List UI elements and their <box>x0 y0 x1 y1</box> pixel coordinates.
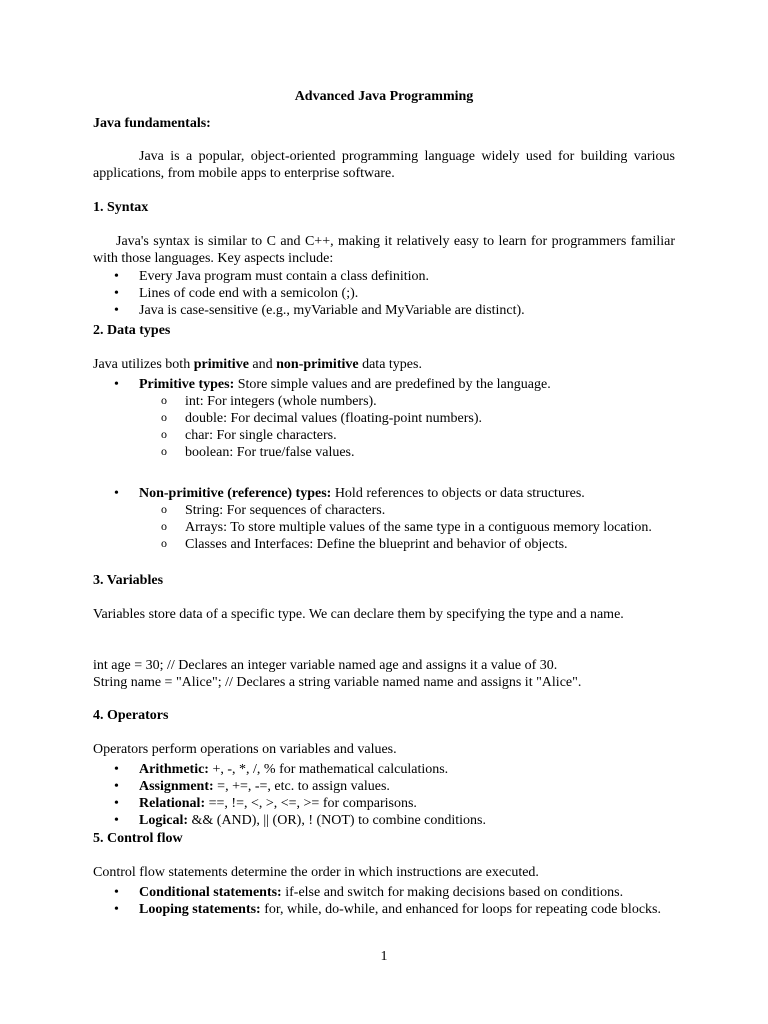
sub-list-item: o double: For decimal values (floating-point numbers). <box>93 410 675 427</box>
variables-heading: 3. Variables <box>93 573 164 588</box>
datatypes-heading: 2. Data types <box>93 323 171 338</box>
page-number: 1 <box>380 949 388 964</box>
list-item: • Arithmetic: +, -, *, /, % for mathematical calculations. <box>93 761 675 778</box>
list-item-primitive: • Primitive types: Store simple values and are predefined by the language. <box>93 376 675 393</box>
sub-list-item: o Classes and Interfaces: Define the blueprint and behavior of objects. <box>93 536 675 553</box>
document-title: Advanced Java Programming <box>294 89 474 104</box>
fundamentals-heading: Java fundamentals: <box>93 116 211 131</box>
operators-list <box>93 761 675 829</box>
list-item-nonprimitive: • Non-primitive (reference) types: Hold references to objects or data structures. <box>93 485 675 502</box>
list-item: • Looping statements: for, while, do-while, and enhanced for loops for repeating code blocks. <box>93 901 675 918</box>
code-line: String name = "Alice"; // Declares a string variable named name and assigns it "Alice". <box>93 675 582 690</box>
datatypes-intro: Java utilizes both primitive and non-primitive data types. <box>93 357 422 372</box>
syntax-paragraph: Java's syntax is similar to C and C++, making it relatively easy to learn for programmers familiar with those languages. Key aspects include: <box>93 234 675 266</box>
fundamentals-paragraph: Java is a popular, object-oriented programming language widely used for building various applications, from mobile apps to enterprise software. <box>93 149 675 181</box>
sub-list-item: o String: For sequences of characters. <box>93 502 675 519</box>
sub-list-item: o char: For single characters. <box>93 427 675 444</box>
primitive-list <box>93 376 675 461</box>
list-item: • Java is case-sensitive (e.g., myVariable and MyVariable are distinct). <box>93 302 675 319</box>
sub-list-item: o boolean: For true/false values. <box>93 444 675 461</box>
list-item: • Assignment: =, +=, -=, etc. to assign values. <box>93 778 675 795</box>
sub-list-item: o Arrays: To store multiple values of the same type in a contiguous memory location. <box>93 519 675 536</box>
syntax-heading: 1. Syntax <box>93 200 149 215</box>
list-item: • Every Java program must contain a class definition. <box>93 268 675 285</box>
control-list <box>93 884 675 918</box>
operators-paragraph: Operators perform operations on variables and values. <box>93 742 397 757</box>
variables-paragraph: Variables store data of a specific type. We can declare them by specifying the type and a name. <box>93 607 624 622</box>
control-paragraph: Control flow statements determine the order in which instructions are executed. <box>93 865 539 880</box>
list-item: • Relational: ==, !=, <, >, <=, >= for comparisons. <box>93 795 675 812</box>
syntax-list <box>93 268 675 319</box>
nonprimitive-list <box>93 485 675 553</box>
control-heading: 5. Control flow <box>93 831 183 846</box>
list-item: • Logical: && (AND), || (OR), ! (NOT) to combine conditions. <box>93 812 675 829</box>
list-item: • Conditional statements: if-else and switch for making decisions based on conditions. <box>93 884 675 901</box>
sub-list-item: o int: For integers (whole numbers). <box>93 393 675 410</box>
operators-heading: 4. Operators <box>93 708 169 723</box>
code-line: int age = 30; // Declares an integer variable named age and assigns it a value of 30. <box>93 658 558 673</box>
list-item: • Lines of code end with a semicolon (;). <box>93 285 675 302</box>
